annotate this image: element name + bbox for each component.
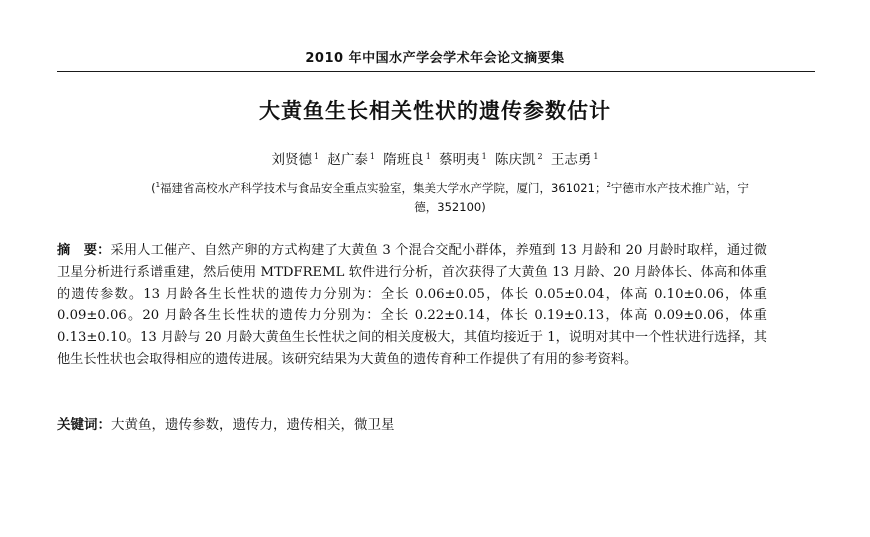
author-name: 蔡明夷 — [439, 152, 480, 168]
author-list — [0, 148, 870, 168]
author — [551, 148, 599, 168]
paper-title: 大黄鱼生长相关性状的遗传参数估计 — [259, 99, 611, 123]
author — [495, 148, 543, 168]
author-name: 隋班良 — [383, 152, 424, 168]
author-affiliation-mark: 1 — [593, 151, 599, 161]
affiliation-mark-1: 1 — [155, 181, 161, 189]
keywords-label: 关键词： — [57, 417, 111, 433]
author — [383, 148, 431, 168]
affiliation-open-paren: ( — [151, 180, 156, 195]
keywords — [57, 413, 767, 433]
affiliation-2: 宁德市水产技术推广站，宁德，352100) — [414, 180, 749, 214]
author — [439, 148, 487, 168]
header-rule — [57, 71, 815, 72]
abstract-label: 摘 要： — [57, 243, 111, 258]
running-header: 2010 年中国水产学会学术年会论文摘要集 — [305, 51, 565, 66]
author-affiliation-mark: 1 — [481, 151, 487, 161]
keywords-text: 大黄鱼，遗传参数，遗传力，遗传相关，微卫星 — [111, 417, 395, 433]
author-name: 陈庆凯 — [495, 152, 536, 168]
author-affiliation-mark: 1 — [313, 151, 320, 161]
abstract — [57, 240, 767, 371]
author-name: 赵广泰 — [327, 152, 368, 168]
author-name: 王志勇 — [550, 152, 592, 168]
author-affiliation-mark: 1 — [369, 151, 375, 161]
abstract-text: 采用人工催产、自然产卵的方式构建了大黄鱼 3 个混合交配小群体，养殖到 13 月龄和 20 月龄时取样，通过微卫星分析进行系谱重建，然后使用 MTDFREML 软件进行分析，首次获得了大黄鱼 13 月龄、20 月龄体长、体高和体重的遗传参数。13 月龄各生长性状的遗传力分别为：全长 0.06±0.05，体长 0.05±0.04，体高 0.10±0.06，体重 0.09±0.06。20 月龄各生长性状的遗传力分别为：全长 0.22±0.14，体长 0.19±0.13，体高 0.09±0.06，体重 0.13±0.10。13 月龄与 20 月龄大黄鱼生长性状之间的相关度极大，其值均接近于 1，说明对其中一个性状进行选择，其他生长性状也会取得相应的遗传进展。该研究结果为大黄鱼的遗传育种工作提供了有用的参考资料。 — [57, 243, 767, 367]
affiliation-1: 福建省高校水产科学技术与食品安全重点实验室，集美大学水产学院，厦门，361021； — [160, 180, 607, 195]
author — [271, 148, 319, 168]
author-name: 刘贤德 — [271, 152, 312, 168]
author — [327, 148, 375, 168]
affiliation-mark-2: 2 — [606, 181, 611, 189]
author-affiliation-mark: 2 — [537, 151, 543, 161]
author-affiliation-mark: 1 — [425, 151, 431, 161]
affiliation — [150, 176, 750, 217]
